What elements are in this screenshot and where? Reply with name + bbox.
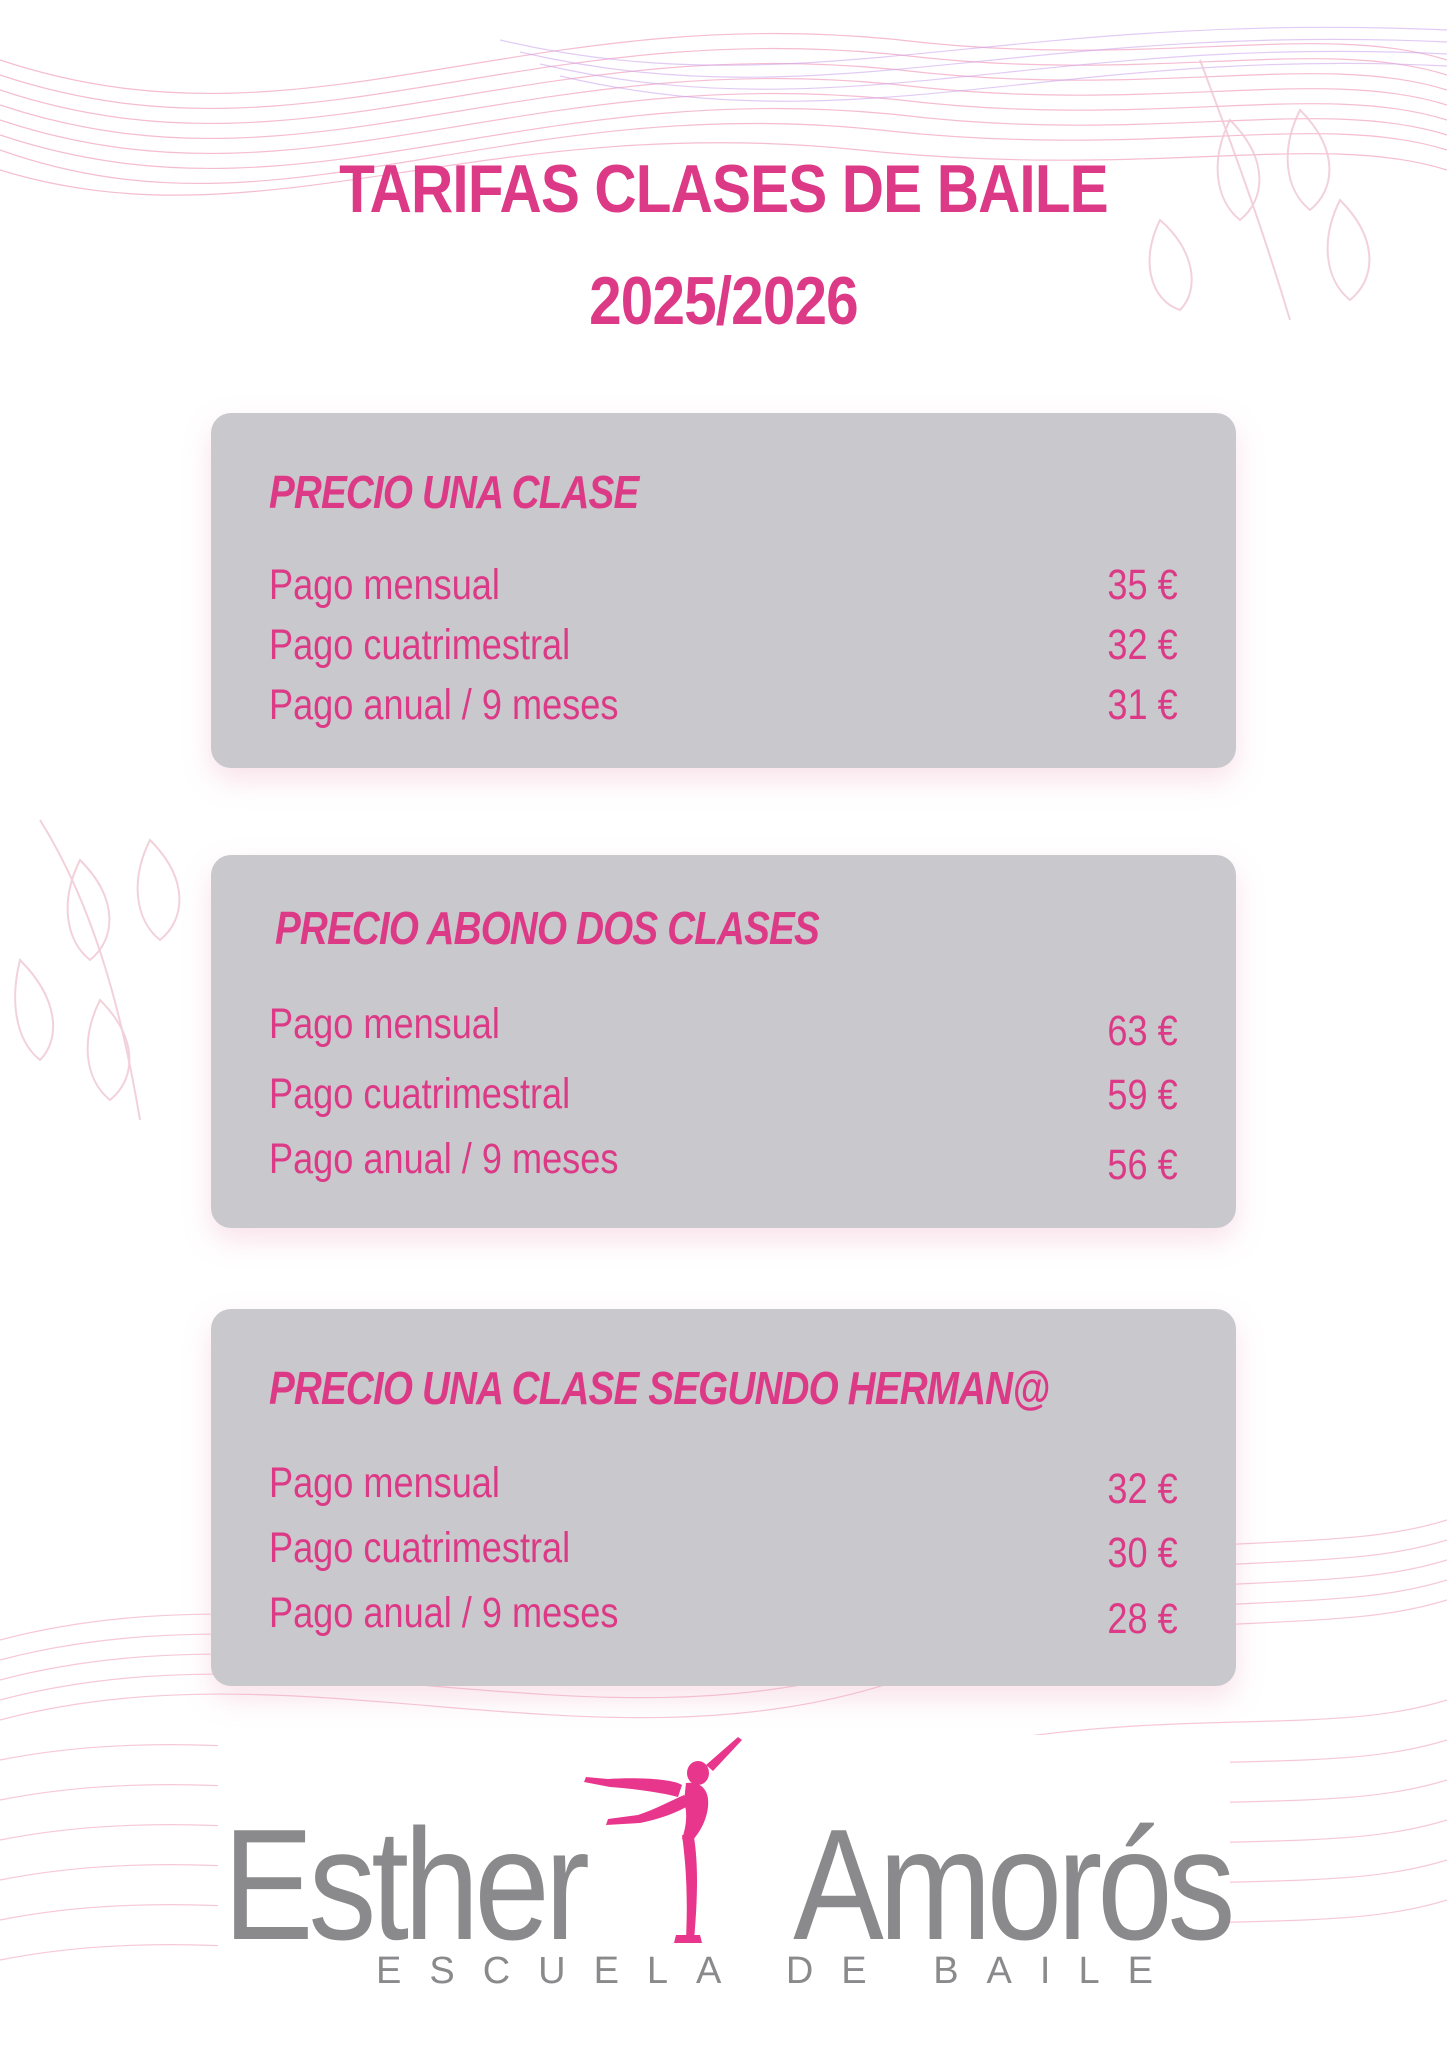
card-heading: PRECIO ABONO DOS CLASES xyxy=(275,902,819,954)
row-price-monthly: 35 € xyxy=(1107,561,1178,609)
logo-name-last: Amorós xyxy=(792,1797,1230,1973)
row-label-monthly: Pago mensual xyxy=(269,1459,500,1507)
card-heading: PRECIO UNA CLASE SEGUNDO HERMAN@ xyxy=(269,1362,1050,1414)
row-price-four-monthly: 32 € xyxy=(1107,621,1178,669)
logo-tagline: ESCUELA DE BAILE xyxy=(376,1950,1181,1992)
row-label-four-monthly: Pago cuatrimestral xyxy=(269,621,571,669)
row-label-monthly: Pago mensual xyxy=(269,561,500,609)
row-label-monthly: Pago mensual xyxy=(269,1000,500,1048)
row-label-annual: Pago anual / 9 meses xyxy=(269,681,619,729)
card-heading: PRECIO UNA CLASE xyxy=(269,466,639,518)
row-label-four-monthly: Pago cuatrimestral xyxy=(269,1070,571,1118)
school-logo xyxy=(218,1735,1230,2010)
logo-name-first: Esther xyxy=(223,1797,585,1973)
row-price-annual: 56 € xyxy=(1107,1141,1178,1189)
ballerina-silhouette-icon xyxy=(578,1735,758,1945)
price-card-second-sibling xyxy=(211,1309,1236,1686)
row-price-four-monthly: 59 € xyxy=(1107,1071,1178,1119)
price-card-two-classes xyxy=(211,855,1236,1228)
row-label-four-monthly: Pago cuatrimestral xyxy=(269,1524,571,1572)
price-card-one-class xyxy=(211,413,1236,768)
row-price-monthly: 32 € xyxy=(1107,1465,1178,1513)
row-price-monthly: 63 € xyxy=(1107,1007,1178,1055)
row-price-annual: 31 € xyxy=(1107,681,1178,729)
row-label-annual: Pago anual / 9 meses xyxy=(269,1135,619,1183)
row-label-annual: Pago anual / 9 meses xyxy=(269,1589,619,1637)
season-subtitle: 2025/2026 xyxy=(589,263,858,339)
page-title: TARIFAS CLASES DE BAILE xyxy=(339,151,1108,227)
row-price-four-monthly: 30 € xyxy=(1107,1529,1178,1577)
row-price-annual: 28 € xyxy=(1107,1595,1178,1643)
